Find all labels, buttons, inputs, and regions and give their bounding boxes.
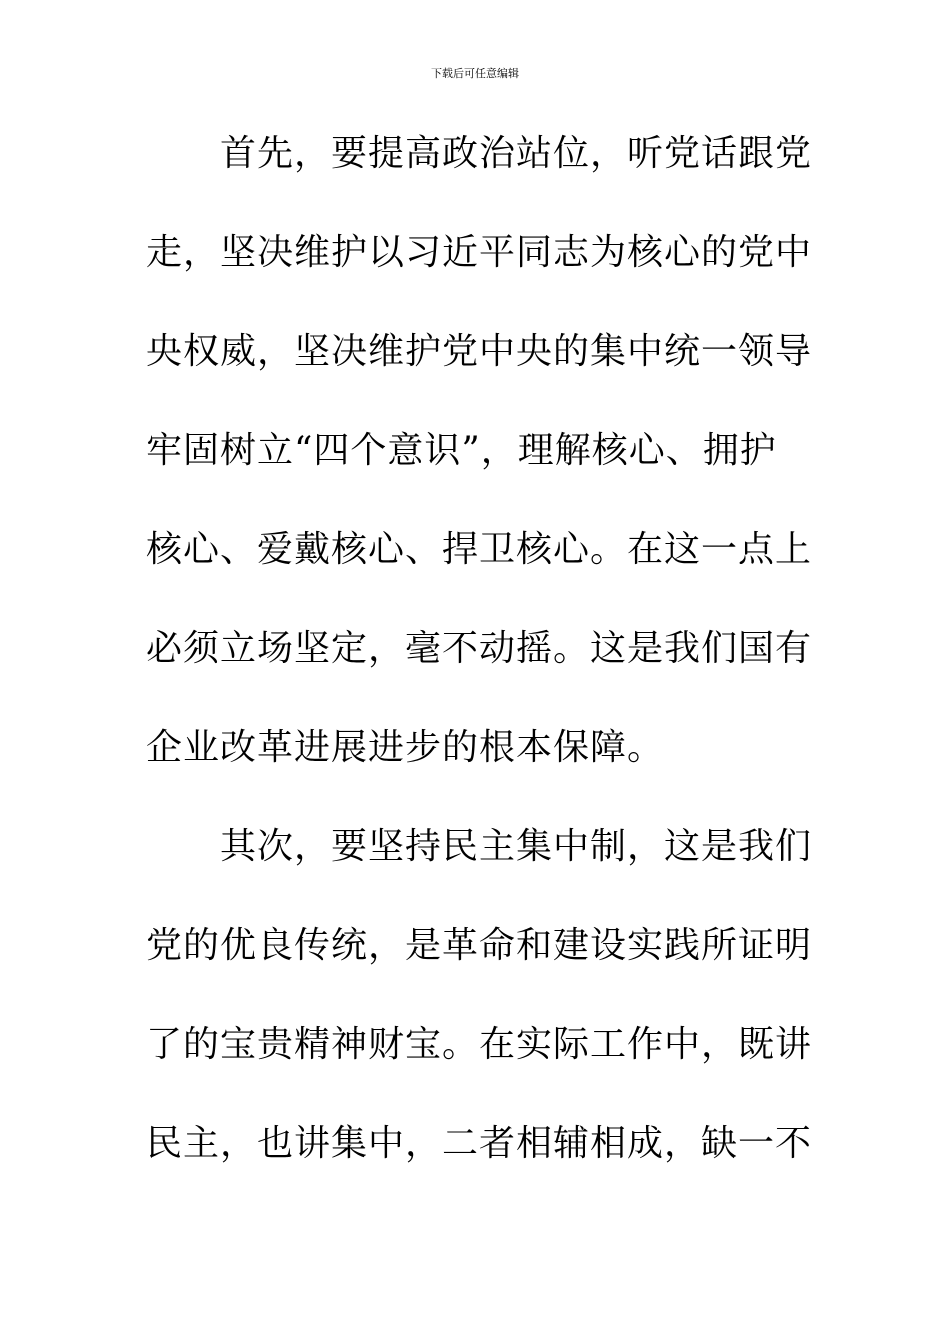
- paragraph-2-line-1: 其次，要坚持民主集中制，这是我们: [220, 826, 813, 867]
- paragraph-1-line-6: 必须立场坚定，毫不动摇。这是我们国有: [146, 628, 813, 669]
- document-body: [146, 122, 813, 1211]
- paragraph-1-line-7: 企业改革进展进步的根本保障。: [146, 727, 665, 768]
- paragraph-1-line-1: 首先，要提高政治站位，听党话跟党: [220, 133, 813, 174]
- paragraph-2-line-3: 了的宝贵精神财宝。在实际工作中，既讲: [146, 1024, 813, 1065]
- paragraph-1-line-5: 核心、爱戴核心、捍卫核心。在这一点上: [146, 529, 813, 570]
- paragraph-1-line-4: 牢固树立“四个意识”，理解核心、拥护: [146, 430, 777, 471]
- paragraph-1-line-3: 央权威，坚决维护党中央的集中统一领导: [146, 331, 813, 372]
- paragraph-1-line-2: 走，坚决维护以习近平同志为核心的党中: [146, 232, 813, 273]
- paragraph-2-line-2: 党的优良传统，是革命和建设实践所证明: [146, 925, 813, 966]
- paragraph-2-line-4: 民主，也讲集中，二者相辅相成，缺一不: [146, 1123, 813, 1164]
- page-header-note: 下载后可任意编辑: [431, 67, 519, 80]
